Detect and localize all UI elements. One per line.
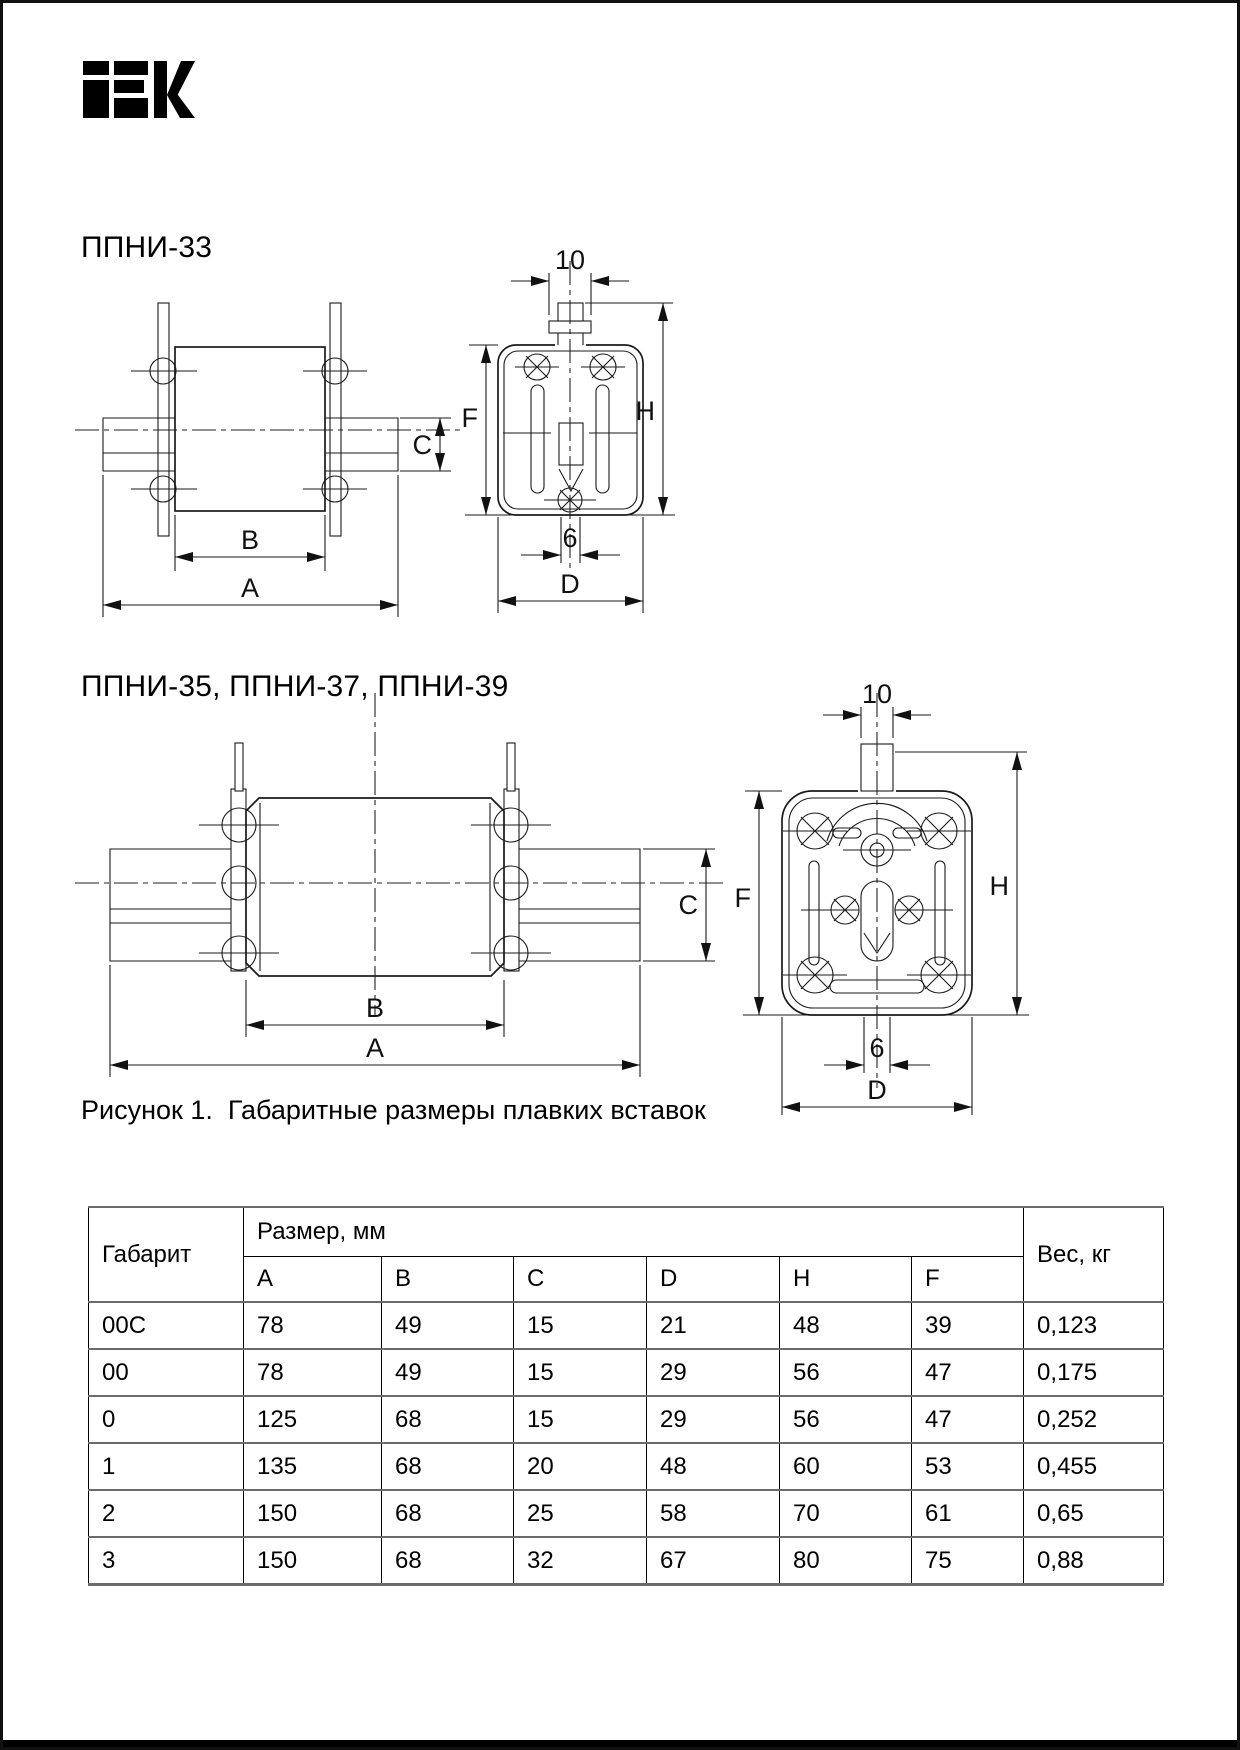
cell-value: 68 (382, 1443, 514, 1490)
drawing1-front-view (75, 303, 463, 617)
cell-gabarit: 3 (89, 1537, 244, 1585)
cell-value: 67 (647, 1537, 780, 1585)
cell-value: 25 (514, 1490, 647, 1537)
cell-value: 49 (382, 1349, 514, 1396)
dimension-label: 10 (861, 679, 893, 709)
dimension-label: B (240, 525, 260, 555)
cell-value: 21 (647, 1302, 780, 1349)
dimension-label: A (365, 1033, 385, 1063)
cell-value: 56 (780, 1349, 912, 1396)
drawing1-title: ППНИ-33 (81, 231, 213, 264)
cell-gabarit: 0 (89, 1396, 244, 1443)
cell-value: 53 (912, 1443, 1024, 1490)
cell-value: 47 (912, 1396, 1024, 1443)
cell-value: 68 (382, 1537, 514, 1585)
dimension-label: F (734, 883, 751, 913)
cell-value: 75 (912, 1537, 1024, 1585)
header-weight: Вес, кг (1024, 1207, 1164, 1302)
dimension-label: 6 (869, 1033, 885, 1063)
cell-value: 61 (912, 1490, 1024, 1537)
cell-value: 29 (647, 1349, 780, 1396)
table-row (89, 1537, 1164, 1585)
cell-weight: 0,88 (1024, 1537, 1164, 1585)
cell-value: 58 (647, 1490, 780, 1537)
iek-logo (83, 61, 195, 118)
cell-gabarit: 00 (89, 1349, 244, 1396)
cell-weight: 0,252 (1024, 1396, 1164, 1443)
table-row (89, 1490, 1164, 1537)
cell-value: 56 (780, 1396, 912, 1443)
dimension-label: C (678, 890, 698, 920)
dimension-label: H (989, 871, 1009, 901)
header-dim-h: H (780, 1257, 912, 1303)
dimension-label: H (635, 396, 655, 426)
cell-gabarit: 2 (89, 1490, 244, 1537)
cell-weight: 0,455 (1024, 1443, 1164, 1490)
dimensions-table (88, 1206, 1164, 1586)
cell-weight: 0,65 (1024, 1490, 1164, 1537)
cell-value: 15 (514, 1349, 647, 1396)
page-footer-bar (0, 1740, 1240, 1747)
cell-value: 32 (514, 1537, 647, 1585)
table-subheader-row (89, 1257, 1164, 1303)
cell-value: 78 (244, 1349, 382, 1396)
drawing2-front-view (75, 693, 723, 1077)
figure-caption: Рисунок 1. Габаритные размеры плавких вставок (81, 1095, 706, 1125)
table-row (89, 1349, 1164, 1396)
cell-value: 49 (382, 1302, 514, 1349)
cell-value: 29 (647, 1396, 780, 1443)
header-dim-a: A (244, 1257, 382, 1303)
cell-value: 135 (244, 1443, 382, 1490)
cell-value: 68 (382, 1490, 514, 1537)
dimension-label: D (560, 569, 580, 599)
cell-value: 78 (244, 1302, 382, 1349)
dimension-label: 6 (562, 523, 578, 553)
cell-gabarit: 1 (89, 1443, 244, 1490)
cell-value: 68 (382, 1396, 514, 1443)
cell-value: 48 (647, 1443, 780, 1490)
table-row (89, 1443, 1164, 1490)
cell-value: 70 (780, 1490, 912, 1537)
cell-value: 15 (514, 1396, 647, 1443)
header-dim-c: C (514, 1257, 647, 1303)
cell-gabarit: 00C (89, 1302, 244, 1349)
cell-weight: 0,123 (1024, 1302, 1164, 1349)
cell-value: 47 (912, 1349, 1024, 1396)
table-header-row (89, 1207, 1164, 1257)
table-row (89, 1302, 1164, 1349)
cell-value: 80 (780, 1537, 912, 1585)
dimension-label: C (412, 430, 432, 460)
cell-value: 60 (780, 1443, 912, 1490)
cell-weight: 0,175 (1024, 1349, 1164, 1396)
header-gabarit: Габарит (89, 1207, 244, 1302)
dimension-label: D (867, 1075, 887, 1105)
cell-value: 150 (244, 1537, 382, 1585)
dimension-label: 10 (554, 245, 586, 275)
header-dim-d: D (647, 1257, 780, 1303)
header-dim-b: B (382, 1257, 514, 1303)
cell-value: 125 (244, 1396, 382, 1443)
cell-value: 20 (514, 1443, 647, 1490)
dimension-label: B (365, 993, 385, 1023)
dimension-label: A (240, 573, 260, 603)
drawing2-title: ППНИ-35, ППНИ-37, ППНИ-39 (81, 670, 509, 703)
header-dim-f: F (912, 1257, 1024, 1303)
cell-value: 15 (514, 1302, 647, 1349)
cell-value: 150 (244, 1490, 382, 1537)
cell-value: 39 (912, 1302, 1024, 1349)
table-row (89, 1396, 1164, 1443)
drawing1-side-view (462, 245, 676, 613)
dimension-label: F (461, 403, 478, 433)
drawing2-side-view (735, 679, 1030, 1115)
header-size-group: Размер, мм (244, 1207, 1024, 1257)
cell-value: 48 (780, 1302, 912, 1349)
